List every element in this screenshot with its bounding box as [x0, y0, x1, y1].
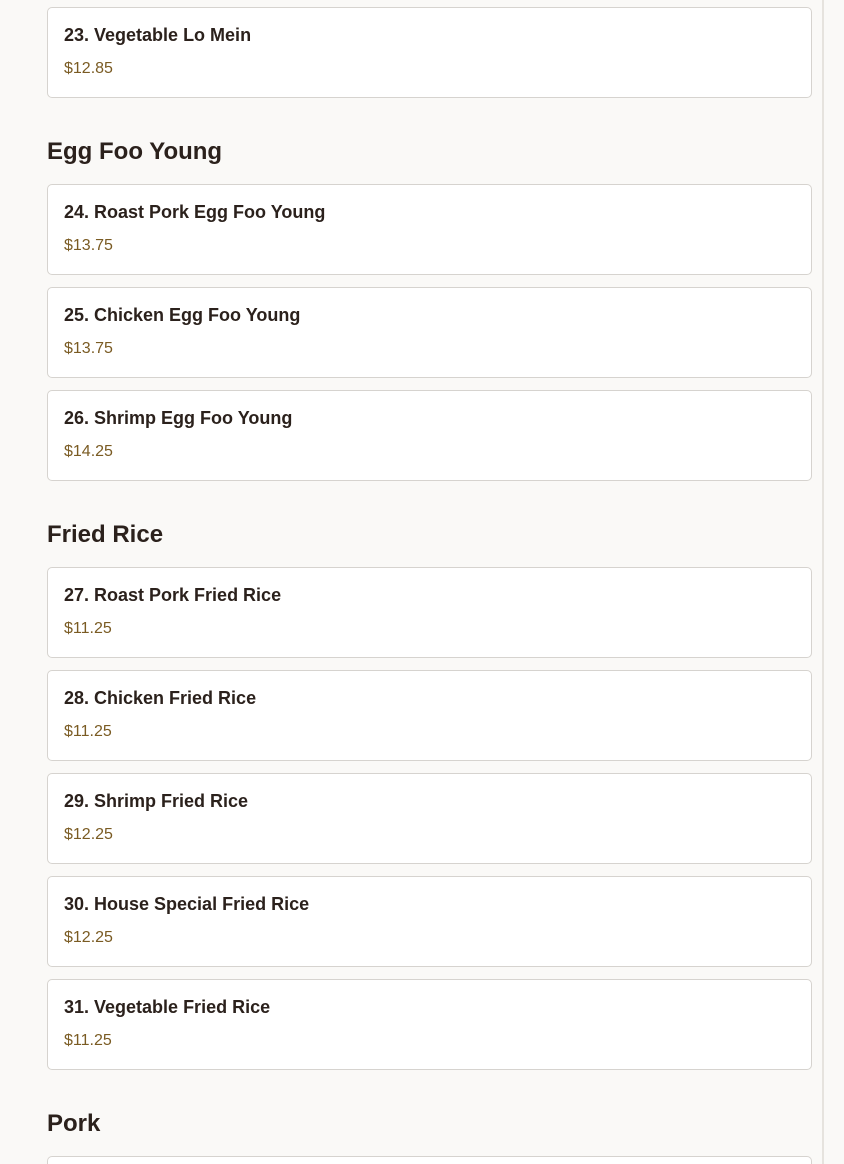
- menu-item-price: $11.25: [64, 723, 112, 740]
- menu-item-name: 28. Chicken Fried Rice: [64, 688, 257, 708]
- section-title-fried-rice: Fried Rice: [47, 521, 164, 548]
- menu-item-price: $11.25: [64, 620, 112, 637]
- menu-item-name: 27. Roast Pork Fried Rice: [64, 585, 282, 605]
- menu-item-price: $13.75: [64, 237, 113, 254]
- menu-item-card[interactable]: [47, 184, 812, 275]
- menu-item-card[interactable]: [47, 773, 812, 864]
- menu-item-card[interactable]: [47, 670, 812, 761]
- menu-item-price: $12.25: [64, 929, 113, 946]
- menu-item-price: $13.75: [64, 340, 113, 357]
- section-title-egg-foo-young: Egg Foo Young: [47, 138, 223, 165]
- menu-item-card[interactable]: [47, 979, 812, 1070]
- menu-item-price: $14.25: [64, 443, 113, 460]
- menu-item-card[interactable]: [47, 7, 812, 98]
- menu-item-price: $12.25: [64, 826, 113, 843]
- menu-item-name: 25. Chicken Egg Foo Young: [64, 305, 301, 325]
- menu-item-price: $12.85: [64, 60, 113, 77]
- menu-item-name: 24. Roast Pork Egg Foo Young: [64, 202, 326, 222]
- menu-item-name: 26. Shrimp Egg Foo Young: [64, 408, 293, 428]
- menu-item-card-partial[interactable]: [47, 1156, 812, 1164]
- menu-item-card[interactable]: [47, 390, 812, 481]
- menu-item-price: $11.25: [64, 1032, 112, 1049]
- menu-item-name: 23. Vegetable Lo Mein: [64, 25, 252, 45]
- menu-item-name: 29. Shrimp Fried Rice: [64, 791, 249, 811]
- section-title-pork: Pork: [47, 1110, 101, 1137]
- menu-item-card[interactable]: [47, 567, 812, 658]
- scroll-divider: [822, 0, 824, 1164]
- menu-item-name: 31. Vegetable Fried Rice: [64, 997, 271, 1017]
- menu-item-card[interactable]: [47, 287, 812, 378]
- menu-item-name: 30. House Special Fried Rice: [64, 894, 310, 914]
- menu-item-card[interactable]: [47, 876, 812, 967]
- menu-list: [47, 7, 812, 1164]
